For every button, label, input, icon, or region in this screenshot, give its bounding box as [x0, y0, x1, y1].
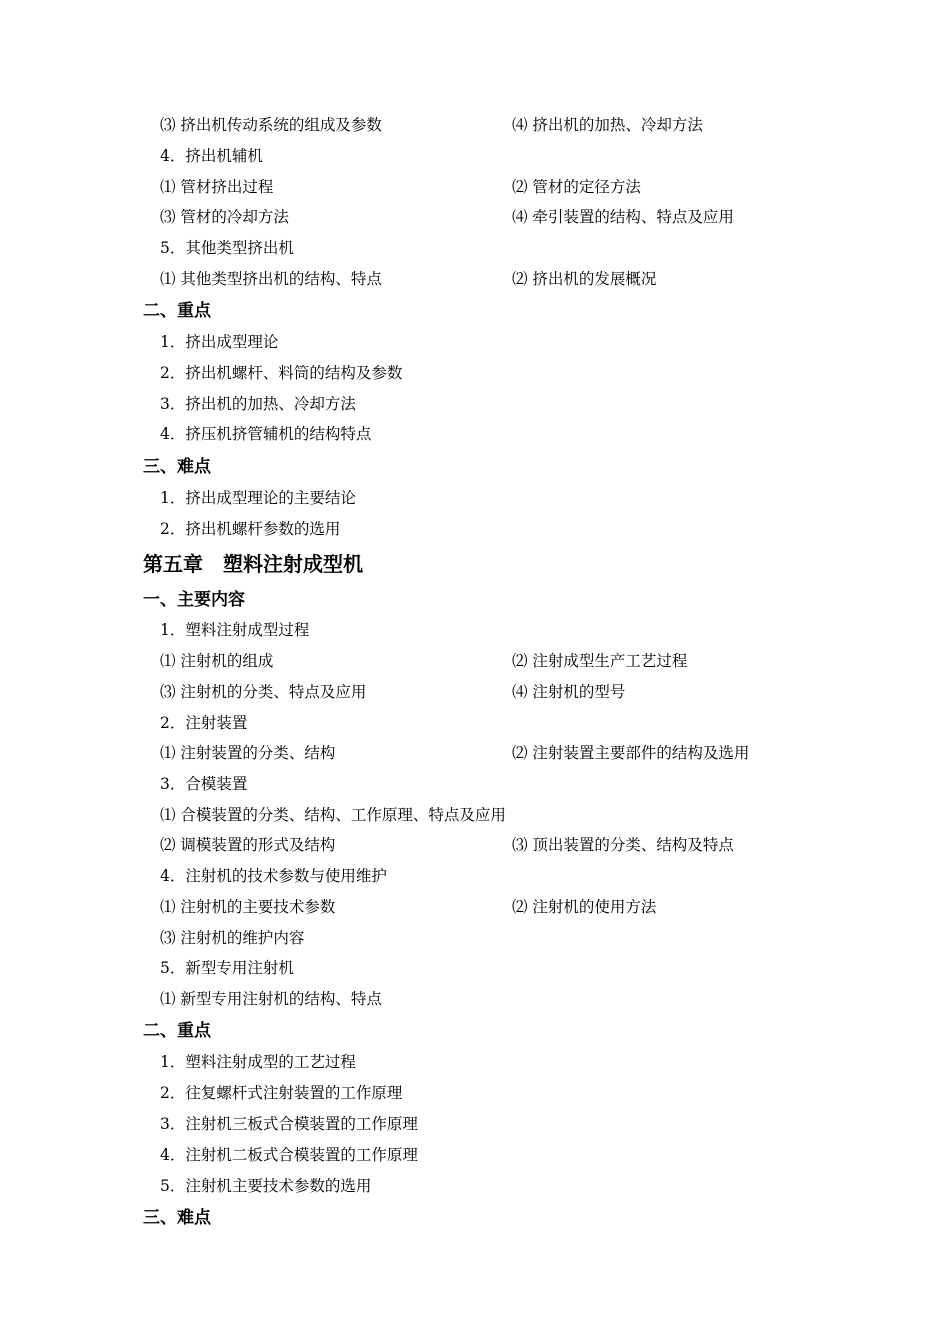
chapter-title: 第五章 塑料注射成型机 [143, 552, 363, 576]
list-item: 4．注射机二板式合模装置的工作原理 [160, 1146, 418, 1164]
subitem-text: ⑴ 管材挤出过程 [160, 178, 274, 196]
subitem-text: ⑴ 注射机的组成 [160, 652, 274, 670]
subitem-text: ⑵ 调模装置的形式及结构 [160, 836, 336, 854]
list-item: 2．注射装置 [160, 714, 248, 732]
list-item: 1．挤出成型理论的主要结论 [160, 489, 356, 507]
list-item: 5．新型专用注射机 [160, 959, 294, 977]
subitem-text: ⑵ 注射装置主要部件的结构及选用 [512, 744, 750, 762]
list-item: 4．挤压机挤管辅机的结构特点 [160, 425, 372, 443]
subitem-text: ⑷ 牵引装置的结构、特点及应用 [512, 208, 734, 226]
list-item: 2．往复螺杆式注射装置的工作原理 [160, 1084, 403, 1102]
section-heading: 三、难点 [143, 457, 211, 477]
list-item: 3．注射机三板式合模装置的工作原理 [160, 1115, 418, 1133]
subitem-text: ⑵ 挤出机的发展概况 [512, 270, 657, 288]
subitem-text: ⑵ 注射成型生产工艺过程 [512, 652, 688, 670]
subitem-text: ⑴ 注射装置的分类、结构 [160, 744, 336, 762]
list-item: 3．合模装置 [160, 775, 248, 793]
subitem-text: ⑶ 顶出装置的分类、结构及特点 [512, 836, 734, 854]
list-item: 2．挤出机螺杆、料筒的结构及参数 [160, 364, 403, 382]
list-item: 5．注射机主要技术参数的选用 [160, 1177, 372, 1195]
subitem-text: ⑵ 注射机的使用方法 [512, 898, 657, 916]
subitem-text: ⑴ 新型专用注射机的结构、特点 [160, 990, 382, 1008]
section-heading: 二、重点 [143, 301, 211, 321]
subitem-text: ⑴ 其他类型挤出机的结构、特点 [160, 270, 382, 288]
subitem-text: ⑶ 注射机的维护内容 [160, 929, 305, 947]
list-item: 4．注射机的技术参数与使用维护 [160, 867, 387, 885]
list-item: 4．挤出机辅机 [160, 147, 263, 165]
list-item: 2．挤出机螺杆参数的选用 [160, 520, 341, 538]
subitem-text: ⑴ 合模装置的分类、结构、工作原理、特点及应用 [160, 806, 506, 824]
subitem-text: ⑶ 管材的冷却方法 [160, 208, 289, 226]
subitem-text: ⑵ 管材的定径方法 [512, 178, 641, 196]
section-heading: 二、重点 [143, 1021, 211, 1041]
subitem-text: ⑶ 挤出机传动系统的组成及参数 [160, 116, 382, 134]
subitem-text: ⑴ 注射机的主要技术参数 [160, 898, 336, 916]
list-item: 1．塑料注射成型的工艺过程 [160, 1053, 356, 1071]
subitem-text: ⑶ 注射机的分类、特点及应用 [160, 683, 367, 701]
list-item: 1．挤出成型理论 [160, 333, 279, 351]
section-heading: 三、难点 [143, 1208, 211, 1228]
subitem-text: ⑷ 挤出机的加热、冷却方法 [512, 116, 703, 134]
list-item: 3．挤出机的加热、冷却方法 [160, 395, 356, 413]
list-item: 1．塑料注射成型过程 [160, 621, 310, 639]
subitem-text: ⑷ 注射机的型号 [512, 683, 626, 701]
list-item: 5．其他类型挤出机 [160, 239, 294, 257]
section-heading: 一、主要内容 [143, 590, 245, 610]
